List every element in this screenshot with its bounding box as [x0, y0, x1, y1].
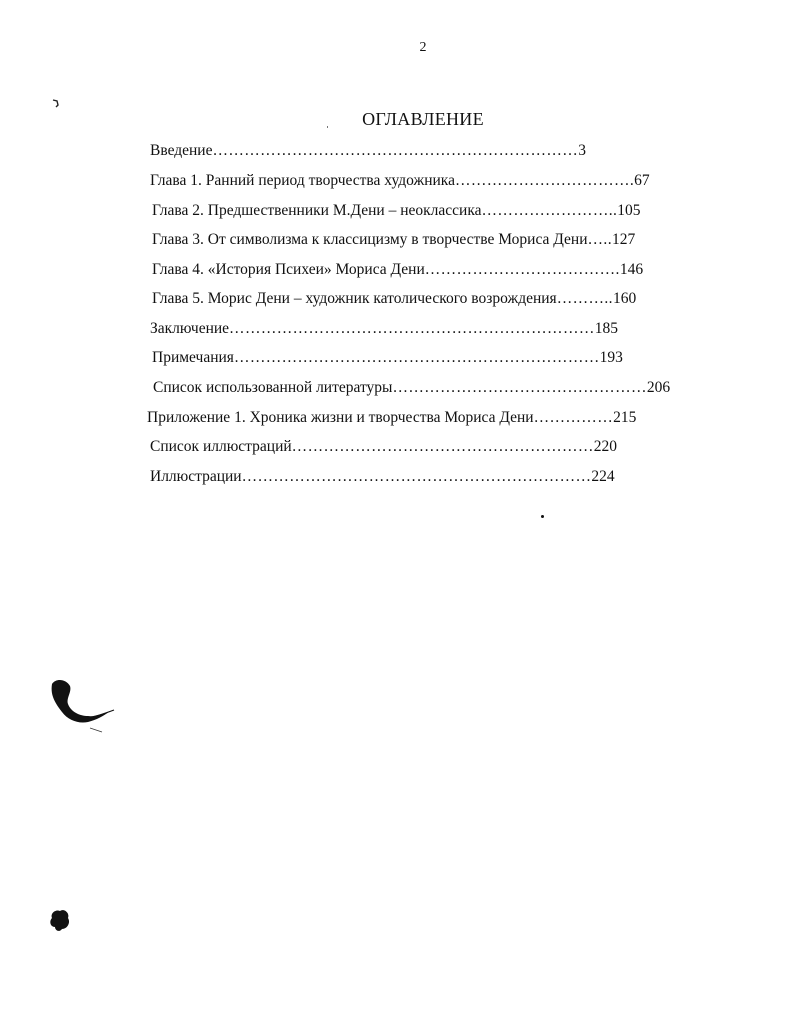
toc-entry-page: 220	[593, 438, 618, 455]
toc-entry-list-of-illustrations	[150, 437, 698, 457]
toc-entry-text: Заключение	[150, 320, 230, 337]
scan-speck-dot	[541, 515, 544, 518]
toc-entry-page: 67	[634, 172, 650, 189]
scan-speck-line	[327, 126, 328, 128]
toc-entry-page: 105	[617, 202, 641, 219]
toc-entry-text: Глава 5. Морис Дени – художник католического возрождения	[152, 290, 557, 307]
toc-entry-dots: ……………………………………………………………	[233, 349, 600, 366]
toc-entry-conclusion	[150, 319, 698, 339]
toc-entry-chapter-2	[152, 201, 698, 221]
toc-entry-page: 160	[612, 290, 637, 307]
toc-entry-chapter-1	[150, 171, 698, 191]
scan-speck-top-left	[52, 99, 60, 109]
toc-entry-dots: …………………………………………………………	[241, 468, 592, 485]
toc-entry-text: Введение	[150, 142, 213, 159]
toc-entry-text: Глава 2. Предшественники М.Дени – неоклассика	[152, 202, 482, 219]
toc-entry-dots: ……………	[533, 409, 614, 426]
toc-entry-appendix-1	[147, 408, 698, 428]
toc-entry-dots: …..	[587, 231, 612, 248]
toc-entry-dots: …………………………………………	[392, 379, 647, 396]
toc-entry-page: 185	[594, 320, 618, 337]
toc-entry-dots: ……………………………………………………………	[212, 142, 579, 159]
toc-entry-page: 206	[646, 379, 671, 396]
toc-entry-illustrations	[150, 467, 702, 487]
toc-title: ОГЛАВЛЕНИЕ	[362, 109, 484, 129]
toc-entry-text: Глава 3. От символизма к классицизму в творчестве Мориса Дени	[152, 231, 588, 248]
toc-entry-text: Примечания	[152, 349, 234, 366]
toc-entry-page: 3	[578, 142, 586, 159]
toc-entry-dots: ……………………..	[481, 202, 618, 219]
toc-entry-text: Глава 4. «История Психеи» Мориса Дени	[152, 261, 425, 278]
page-number: 2	[419, 40, 427, 55]
toc-entry-chapter-5	[152, 289, 698, 309]
toc-entry-dots: …………………………………………………	[291, 438, 594, 455]
toc-entry-text: Список иллюстраций	[150, 438, 292, 455]
toc-entry-text: Приложение 1. Хроника жизни и творчества Мориса Дени	[147, 409, 534, 426]
toc-entry-text: Список использованной литературы	[153, 379, 393, 396]
ink-blot-left	[44, 676, 120, 736]
toc-entry-chapter-4	[152, 260, 698, 280]
toc-entry-chapter-3	[152, 230, 698, 250]
toc-entry-page: 215	[613, 409, 637, 426]
toc-entry-introduction	[150, 141, 698, 161]
toc-entry-page: 127	[611, 231, 636, 248]
toc-entry-bibliography	[153, 378, 698, 398]
toc-entry-dots: ……………………………….	[424, 261, 620, 278]
toc-entry-page: 146	[619, 261, 644, 278]
toc-entry-text: Иллюстрации	[150, 468, 242, 485]
ink-blot-bottom-left	[48, 908, 72, 934]
toc-entry-dots: ……………………………………………………………	[229, 320, 595, 337]
toc-entry-text: Глава 1. Ранний период творчества художника	[150, 172, 455, 189]
toc-entry-dots: …………………………….	[454, 172, 635, 189]
toc-entry-dots: ………..	[556, 290, 613, 307]
toc-entry-page: 224	[591, 468, 615, 485]
toc-entry-page: 193	[599, 349, 623, 366]
toc-entry-notes	[152, 348, 698, 368]
